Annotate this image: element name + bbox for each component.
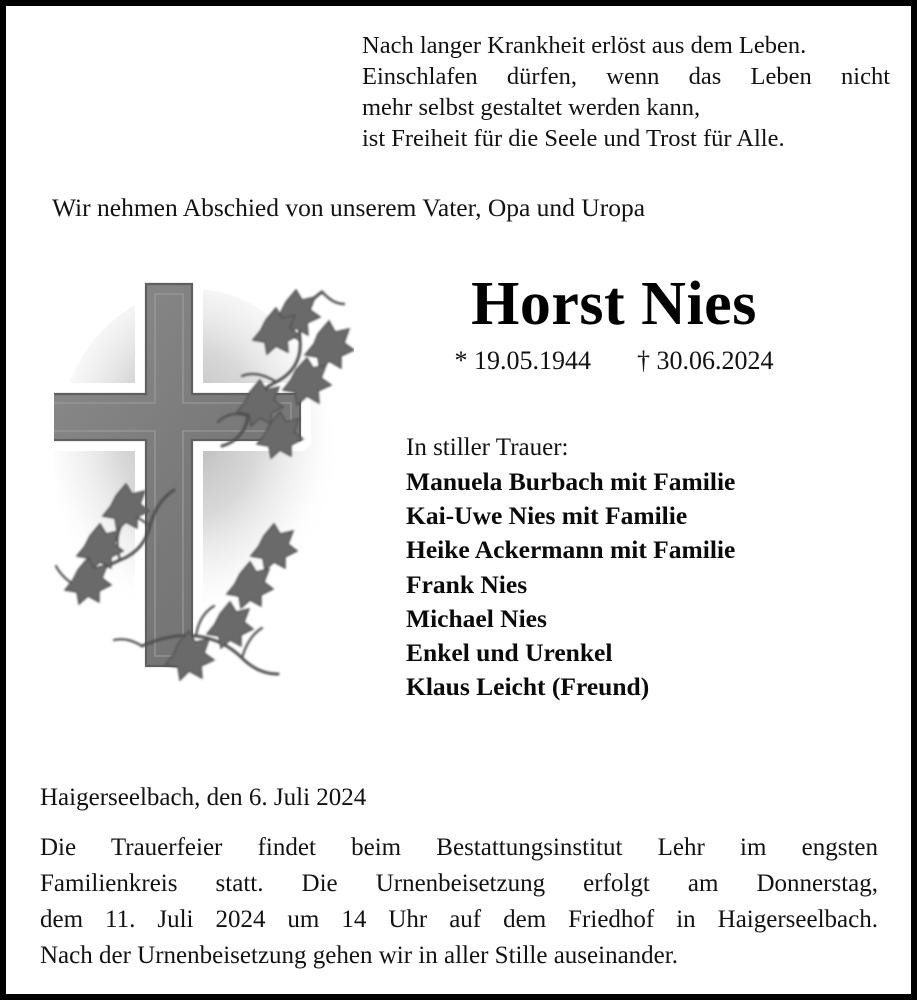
page-title: Horst Nies <box>471 270 757 338</box>
birth-date: * 19.05.1944 <box>454 346 591 375</box>
funeral-details-line: Familienkreis statt. Die Urnenbeisetzung erfolgt am Donnerstag, <box>40 870 878 897</box>
mourners-heading: In stiller Trauer: <box>406 434 569 461</box>
verse-line-2: Einschlafen dürfen, wenn das Leben nicht <box>362 63 890 90</box>
death-date: † 30.06.2024 <box>637 346 774 375</box>
life-dates <box>404 346 824 376</box>
farewell-lead-line: Wir nehmen Abschied von unserem Vater, Opa und Uropa <box>52 193 646 222</box>
funeral-details-line: Die Trauerfeier findet beim Bestattungsinstitut Lehr im engsten <box>40 834 878 861</box>
verse-line-3: mehr selbst gestaltet werden kann, <box>362 94 701 121</box>
funeral-details-line: Nach der Urnenbeisetzung gehen wir in aller Stille auseinander. <box>40 942 678 969</box>
mourner-name: Frank Nies <box>406 569 528 599</box>
mourner-name: Klaus Leicht (Freund) <box>406 672 650 702</box>
mourner-name: Heike Ackermann mit Familie <box>406 535 736 565</box>
mourner-name: Manuela Burbach mit Familie <box>406 467 736 496</box>
mourner-name: Kai-Uwe Nies mit Familie <box>406 501 688 531</box>
memorial-verse <box>362 30 890 154</box>
verse-line-1: Nach langer Krankheit erlöst aus dem Leben. <box>362 32 807 59</box>
funeral-details <box>40 830 878 974</box>
mourner-name: Enkel und Urenkel <box>406 638 613 668</box>
funeral-details-line: dem 11. Juli 2024 um 14 Uhr auf dem Friedhof in Haigerseelbach. <box>40 906 878 933</box>
verse-line-4: ist Freiheit für die Seele und Trost für Alle. <box>362 125 785 152</box>
place-and-date: Haigerseelbach, den 6. Juli 2024 <box>40 784 367 811</box>
deceased-name-block <box>404 268 824 376</box>
cross-with-ivy-illustration <box>54 274 354 684</box>
mourners-block <box>406 431 846 704</box>
mourner-name: Michael Nies <box>406 603 547 633</box>
